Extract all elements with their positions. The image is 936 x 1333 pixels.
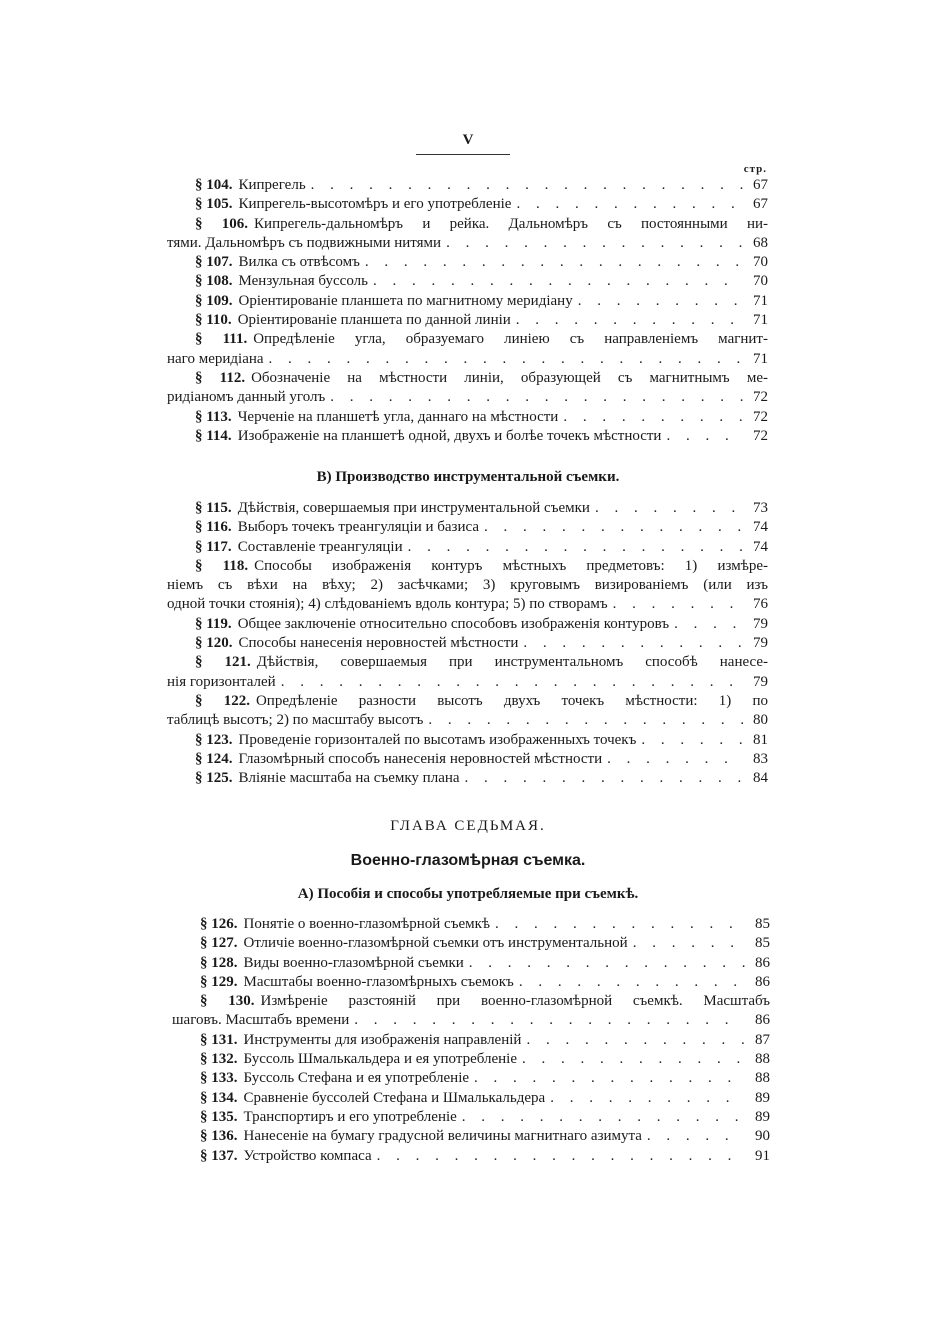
toc-entry — [167, 769, 768, 788]
section-number: § 114. — [195, 427, 232, 444]
section-number: § 123. — [195, 731, 233, 748]
entry-title: тями. Дальномѣръ съ подвижными нитями — [167, 234, 442, 251]
dot-leader — [428, 711, 743, 730]
section-number: § 112. — [195, 369, 246, 386]
section-number: § 108. — [195, 273, 233, 290]
dot-leader — [516, 311, 743, 330]
toc-entry-line — [167, 615, 768, 634]
section-number: § 117. — [195, 538, 232, 555]
toc-entry-line — [167, 692, 768, 711]
toc-entry-line — [167, 408, 768, 427]
entry-title: Опредѣленіе разности высотъ двухъ точекъ мѣстности: 1) по — [255, 692, 768, 709]
section-heading-a: А) Пособія и способы употребляемые при съемкѣ. — [297, 886, 639, 902]
dot-leader — [666, 427, 743, 446]
entry-title: Вліяніе масштаба на съемку плана — [238, 770, 460, 787]
toc-entry — [167, 215, 768, 254]
section-number: § 135. — [200, 1108, 238, 1125]
toc-entry — [172, 934, 770, 953]
dot-leader — [526, 1031, 745, 1050]
toc-entry-line — [172, 1147, 770, 1166]
toc-entry — [167, 653, 768, 692]
toc-entry — [172, 1050, 770, 1069]
page-number: 89 — [755, 1108, 770, 1125]
toc-entry-line — [167, 653, 768, 672]
entry-title: Буссоль Стефана и ея употребленіе — [243, 1070, 470, 1087]
page-number: 87 — [755, 1031, 770, 1048]
page-number: 72 — [753, 408, 768, 425]
section-number: § 125. — [195, 770, 233, 787]
entry-title: Инструменты для изображенія направленій — [243, 1031, 522, 1048]
toc-entry — [167, 634, 768, 653]
page-number: 72 — [753, 427, 768, 444]
dot-leader — [484, 518, 743, 537]
toc-entry-line — [167, 253, 768, 272]
page-number: 84 — [753, 770, 768, 787]
toc-list-2 — [167, 499, 768, 788]
page-number: 85 — [755, 916, 770, 932]
entry-title: наго меридіана — [167, 350, 264, 367]
page-number: 73 — [753, 500, 768, 516]
entry-title: ніемъ съ вѣхи на вѣху; 2) засѣчками; 3) круговымъ визированіемъ (или изъ — [167, 577, 768, 594]
section-number: § 132. — [200, 1051, 238, 1068]
section-number: § 115. — [195, 500, 232, 516]
dot-leader — [462, 1108, 745, 1127]
page-number: 70 — [753, 273, 768, 290]
toc-entry-line — [172, 1108, 770, 1127]
toc-entry-line — [167, 427, 768, 446]
section-number: § 122. — [195, 692, 250, 709]
section-number: § 106. — [195, 215, 249, 232]
entry-title: таблицѣ высотъ; 2) по масштабу высотъ — [167, 712, 424, 729]
entry-title: Измѣреніе разстояній при военно-глазомѣрной съемкѣ. Масштабъ — [260, 993, 770, 1010]
section-heading-b: В) Производство инструментальной съемки. — [316, 469, 620, 485]
toc-entry-line — [167, 215, 768, 234]
entry-title: Понятіе о военно-глазомѣрной съемкѣ — [243, 916, 491, 932]
section-number: § 107. — [195, 254, 233, 271]
dot-leader — [607, 750, 743, 769]
page-number: 68 — [753, 234, 768, 251]
page-number: 72 — [753, 389, 768, 406]
page-column-label: стр. — [743, 163, 767, 175]
toc-entry-line — [172, 1089, 770, 1108]
dot-leader — [330, 388, 743, 407]
toc-entry — [167, 311, 768, 330]
entry-title: Оріентированіе планшета по магнитному меридіану — [238, 292, 573, 309]
toc-entry-line — [167, 369, 768, 388]
entry-title: Общее заключеніе относительно способовъ изображенія контуровъ — [237, 615, 670, 632]
dot-leader — [365, 253, 743, 272]
page-number: 71 — [753, 312, 768, 329]
toc-entry-line — [167, 750, 768, 769]
entry-title: Устройство компаса — [243, 1147, 372, 1164]
toc-entry-line — [172, 1050, 770, 1069]
dot-leader — [474, 1069, 745, 1088]
toc-entry-line — [167, 176, 768, 195]
toc-entry-line — [167, 311, 768, 330]
section-number: § 131. — [200, 1031, 238, 1048]
toc-list-1 — [167, 176, 768, 446]
page-number: 80 — [753, 712, 768, 729]
page-number: 88 — [755, 1070, 770, 1087]
page-number: 67 — [753, 196, 768, 213]
toc-entry-line — [172, 1069, 770, 1088]
entry-title: Способы нанесенія неровностей мѣстности — [238, 635, 519, 652]
toc-entry — [172, 1089, 770, 1108]
section-number: § 110. — [195, 312, 232, 329]
toc-entry — [167, 195, 768, 214]
dot-leader — [311, 176, 743, 195]
toc-entry — [172, 973, 770, 992]
toc-entry-line — [167, 518, 768, 537]
toc-entry-line — [167, 634, 768, 653]
entry-title: Вилка съ отвѣсомъ — [238, 254, 360, 271]
page-number: 86 — [755, 973, 770, 990]
entry-title: Кипрегель-высотомѣръ и его употребленіе — [238, 196, 512, 213]
page-number: 70 — [753, 254, 768, 271]
toc-entry-line — [167, 731, 768, 750]
toc-entry-line — [167, 272, 768, 291]
chapter-title: Военно-глазомѣрная съемка. — [350, 852, 586, 869]
section-number: § 130. — [200, 993, 255, 1010]
page-number: 85 — [755, 935, 770, 952]
page-number: 76 — [753, 596, 768, 613]
toc-entry — [167, 408, 768, 427]
toc-entry-line — [167, 576, 768, 595]
toc-entry — [172, 1031, 770, 1050]
dot-leader — [550, 1089, 745, 1108]
section-number: § 136. — [200, 1128, 238, 1145]
toc-entry-line — [167, 330, 768, 349]
toc-entry — [167, 369, 768, 408]
dot-leader — [354, 1011, 745, 1030]
section-number: § 113. — [195, 408, 232, 425]
dot-leader — [469, 954, 745, 973]
entry-title: Способы изображенія контуръ мѣстныхъ предметовъ: 1) измѣре- — [254, 557, 768, 574]
dot-leader — [465, 769, 743, 788]
entry-title: Кипрегель-дальномѣръ и рейка. Дальномѣръ съ постоянными ни- — [254, 215, 768, 232]
toc-entry-line — [167, 711, 768, 730]
section-number: § 109. — [195, 292, 233, 309]
dot-leader — [446, 234, 743, 253]
dot-leader — [269, 350, 743, 369]
toc-entry — [167, 615, 768, 634]
entry-title: Мензульная буссоль — [238, 273, 368, 290]
toc-entry-line — [167, 234, 768, 253]
toc-entry-line — [167, 769, 768, 788]
toc-entry — [167, 499, 768, 518]
dot-leader — [377, 1147, 745, 1166]
toc-entry — [172, 1147, 770, 1166]
toc-list-3 — [172, 915, 770, 1166]
dot-leader — [641, 731, 743, 750]
section-number: § 128. — [200, 954, 238, 971]
section-number: § 116. — [195, 519, 232, 536]
toc-entry — [167, 750, 768, 769]
dot-leader — [522, 1050, 745, 1069]
dot-leader — [408, 538, 743, 557]
dot-leader — [519, 973, 745, 992]
toc-entry — [172, 954, 770, 973]
toc-entry-line — [167, 673, 768, 692]
section-number: § 118. — [195, 557, 249, 574]
toc-entry-line — [172, 1127, 770, 1146]
section-number: § 127. — [200, 935, 238, 952]
page-number: 71 — [753, 350, 768, 367]
toc-entry-line — [167, 388, 768, 407]
dot-leader — [563, 408, 743, 427]
entry-title: Буссоль Шмалькальдера и ея употребленіе — [243, 1051, 518, 1068]
page-number: 71 — [753, 292, 768, 309]
dot-leader — [578, 292, 743, 311]
toc-entry-line — [167, 292, 768, 311]
page-number: 79 — [753, 615, 768, 632]
toc-entry-line — [172, 1031, 770, 1050]
entry-title: Нанесеніе на бумагу градусной величины магнитнаго азимута — [243, 1128, 642, 1145]
entry-title: Транспортиръ и его употребленіе — [243, 1108, 457, 1125]
entry-title: Масштабы военно-глазомѣрныхъ съемокъ — [243, 973, 514, 990]
toc-entry — [167, 292, 768, 311]
toc-entry-line — [167, 350, 768, 369]
page-number: 67 — [753, 177, 768, 193]
toc-entry — [167, 557, 768, 615]
entry-title: одной точки стоянія); 4) слѣдованіемъ вдоль контура; 5) по створамъ — [167, 596, 608, 613]
page-number: 90 — [755, 1128, 770, 1145]
section-number: § 134. — [200, 1089, 238, 1106]
entry-title: Сравненіе буссолей Стефана и Шмалькальдера — [243, 1089, 546, 1106]
section-number: § 133. — [200, 1070, 238, 1087]
entry-title: Черченіе на планшетѣ угла, даннаго на мѣстности — [237, 408, 559, 425]
toc-entry-line — [172, 1011, 770, 1030]
entry-title: Виды военно-глазомѣрной съемки — [243, 954, 464, 971]
section-number: § 104. — [195, 177, 233, 193]
entry-title: шаговъ. Масштабъ времени — [172, 1012, 350, 1029]
folio-rule — [416, 154, 510, 155]
entry-title: Оріентированіе планшета по данной линіи — [237, 312, 511, 329]
toc-block-3 — [172, 915, 770, 1166]
entry-title: Опредѣленіе угла, образуемаго линіею съ направленіемъ магнит- — [253, 331, 768, 348]
dot-leader — [647, 1127, 745, 1146]
entry-title: Изображеніе на планшетѣ одной, двухъ и болѣе точекъ мѣстности — [237, 427, 662, 444]
entry-title: Выборъ точекъ треангуляціи и базиса — [237, 519, 480, 536]
toc-entry — [167, 176, 768, 195]
toc-entry — [167, 272, 768, 291]
entry-title: ридіаномъ данный уголъ — [167, 389, 326, 406]
dot-leader — [281, 673, 743, 692]
page-folio: V — [462, 132, 474, 148]
dot-leader — [516, 195, 743, 214]
page-number: 91 — [755, 1147, 770, 1164]
entry-title: Дѣйствія, совершаемыя при инструментальной съемки — [237, 500, 590, 516]
page-number: 74 — [753, 538, 768, 555]
page-number: 89 — [755, 1089, 770, 1106]
section-number: § 105. — [195, 196, 233, 213]
toc-entry — [167, 518, 768, 537]
toc-entry-line — [172, 954, 770, 973]
dot-leader — [613, 595, 743, 614]
section-number: § 126. — [200, 916, 238, 932]
dot-leader — [373, 272, 743, 291]
entry-title: нія горизонталей — [167, 673, 276, 690]
toc-entry — [167, 692, 768, 731]
page-number: 81 — [753, 731, 768, 748]
toc-entry-line — [167, 499, 768, 518]
dot-leader — [523, 634, 743, 653]
toc-entry — [172, 1108, 770, 1127]
dot-leader — [633, 934, 745, 953]
chapter-label: ГЛАВА СЕДЬМАЯ. — [390, 818, 546, 834]
dot-leader — [495, 915, 745, 934]
toc-entry-line — [172, 934, 770, 953]
section-number: § 120. — [195, 635, 233, 652]
section-number: § 129. — [200, 973, 238, 990]
dot-leader — [674, 615, 743, 634]
page-number: 88 — [755, 1051, 770, 1068]
entry-title: Отличіе военно-глазомѣрной съемки отъ инструментальной — [243, 935, 628, 952]
entry-title: Дѣйствія, совершаемыя при инструментальномъ способѣ нанесе- — [256, 654, 768, 671]
entry-title: Обозначеніе на мѣстности линіи, образующей съ магнитнымъ ме- — [251, 369, 768, 386]
toc-entry — [172, 1127, 770, 1146]
toc-block-2 — [167, 499, 768, 788]
toc-entry — [167, 427, 768, 446]
toc-entry — [167, 538, 768, 557]
section-number: § 137. — [200, 1147, 238, 1164]
page-number: 86 — [755, 1012, 770, 1029]
toc-entry-line — [172, 915, 770, 934]
page-number: 86 — [755, 954, 770, 971]
entry-title: Глазомѣрный способъ нанесенія неровностей мѣстности — [238, 750, 603, 767]
toc-entry-line — [167, 538, 768, 557]
page-number: 79 — [753, 673, 768, 690]
page-number: 74 — [753, 519, 768, 536]
toc-entry-line — [172, 992, 770, 1011]
dot-leader — [595, 499, 743, 518]
section-number: § 111. — [195, 331, 248, 348]
page-number: 79 — [753, 635, 768, 652]
toc-entry-line — [167, 595, 768, 614]
toc-entry — [167, 253, 768, 272]
entry-title: Проведеніе горизонталей по высотамъ изображенныхъ точекъ — [238, 731, 637, 748]
toc-entry — [172, 992, 770, 1031]
toc-entry — [172, 1069, 770, 1088]
entry-title: Составленіе треангуляціи — [237, 538, 403, 555]
toc-entry — [167, 731, 768, 750]
entry-title: Кипрегель — [238, 177, 306, 193]
toc-block-1 — [167, 163, 768, 446]
toc-entry — [167, 330, 768, 369]
toc-entry-line — [167, 195, 768, 214]
section-number: § 119. — [195, 615, 232, 632]
toc-entry — [172, 915, 770, 934]
page-number: 83 — [753, 750, 768, 767]
toc-entry-line — [167, 557, 768, 576]
section-number: § 121. — [195, 654, 251, 671]
section-number: § 124. — [195, 750, 233, 767]
toc-entry-line — [172, 973, 770, 992]
